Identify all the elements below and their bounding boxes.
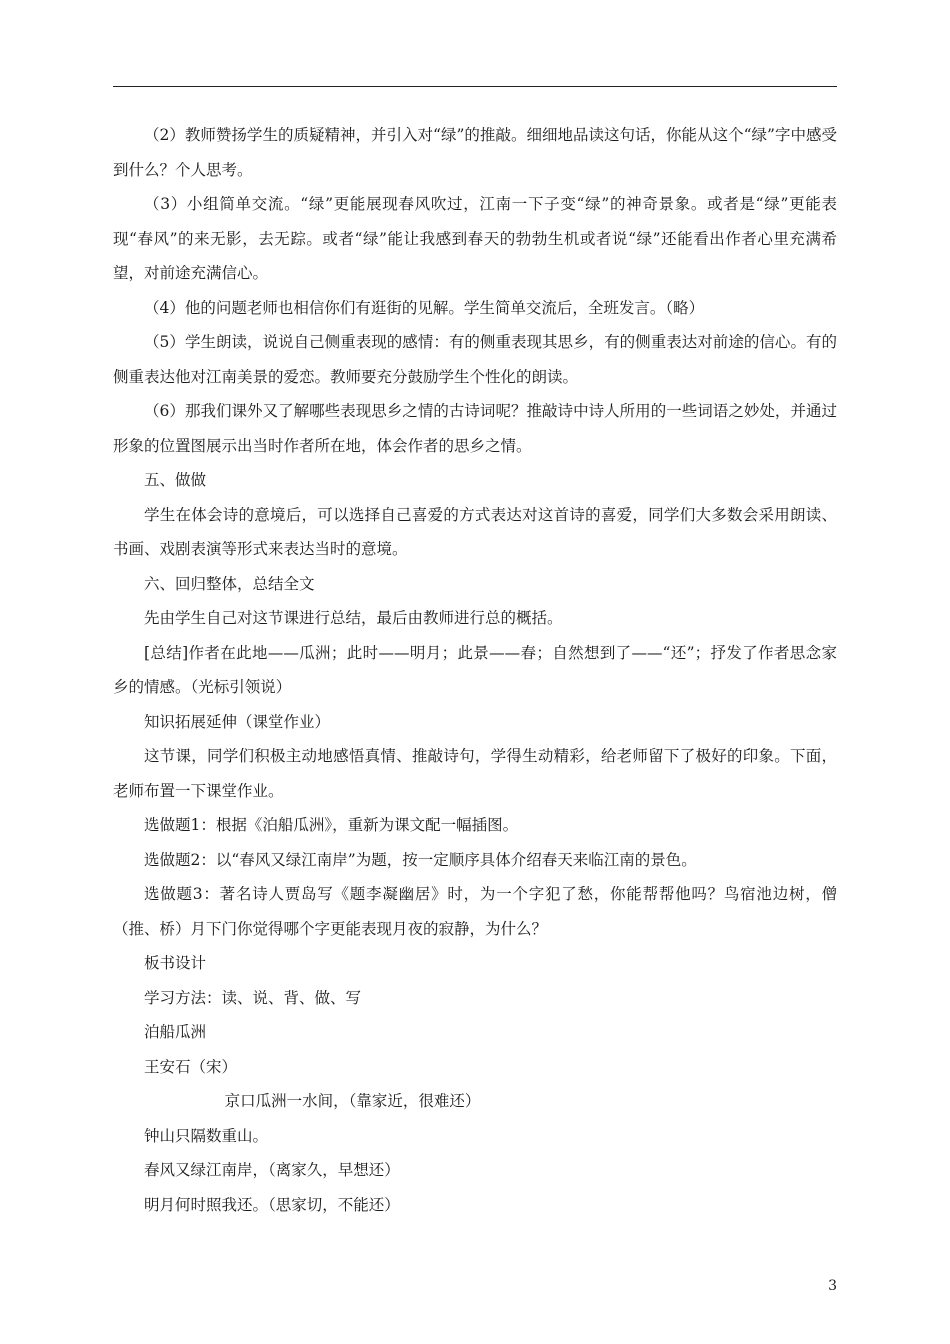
paragraph: [总结]作者在此地——瓜洲；此时——明月；此景——春；自然想到了——“还”；抒发了作者思念家乡的情感。（光标引领说） [113,643,837,696]
poem-author: 王安石（宋） [144,1057,238,1076]
paragraph: 学生在体会诗的意境后，可以选择自己喜爱的方式表达对这首诗的喜爱，同学们大多数会采用朗读、书画、戏剧表演等形式来表达当时的意境。 [113,505,837,558]
section-heading: 六、回归整体，总结全文 [144,574,315,593]
paragraph: 学习方法：读、说、背、做、写 [144,988,362,1007]
paragraph: （4）他的问题老师也相信你们有逛街的见解。学生简单交流后，全班发言。（略） [144,298,705,317]
poem-title: 泊船瓜洲 [144,1023,207,1041]
paragraph: （5）学生朗读，说说自己侧重表现的感情：有的侧重表现其思乡，有的侧重表达对前途的信心。有的侧重表达他对江南美景的爱恋。教师要充分鼓励学生个性化的朗读。 [113,333,837,386]
exercise-item: 选做题2：以“春风又绿江南岸”为题，按一定顺序具体介绍春天来临江南的景色。 [144,850,697,869]
paragraph: （2）教师赞扬学生的质疑精神，并引入对“绿”的推敲。细细地品读这句话，你能从这个“绿”字中感受到什么？个人思考。 [113,126,837,179]
page-number: 3 [828,1278,837,1294]
poem-line: 京口瓜洲一水间，（靠家近，很难还） [224,1092,481,1110]
exercise-item: 选做题1：根据《泊船瓜洲》，重新为课文配一幅插图。 [144,816,519,834]
section-heading: 五、做做 [144,471,207,489]
paragraph: （6）那我们课外又了解哪些表现思乡之情的古诗词呢？推敲诗中诗人所用的一些词语之妙处，并通过形象的位置图展示出当时作者所在地，体会作者的思乡之情。 [113,402,837,455]
header-rule [113,86,837,87]
document-body [113,118,837,1222]
paragraph: 这节课，同学们积极主动地感悟真情、推敲诗句，学得生动精彩，给老师留下了极好的印象。下面，老师布置一下课堂作业。 [113,747,837,800]
section-heading: 知识拓展延伸（课堂作业） [144,712,331,731]
paragraph: （3）小组简单交流。“绿”更能展现春风吹过，江南一下子变“绿”的神奇景象。或者是“绿”更能表现“春风”的来无影，去无踪。或者“绿”能让我感到春天的勃勃生机或者说“绿”还能看出作者心里充满希望，对前途充满信心。 [113,195,837,282]
section-heading: 板书设计 [144,954,207,972]
poem-line: 春风又绿江南岸，（离家久，早想还） [144,1161,400,1179]
poem-line: 明月何时照我还。（思家切，不能还） [144,1195,400,1214]
poem-line: 钟山只隔数重山。 [144,1126,269,1145]
exercise-item: 选做题3：著名诗人贾岛写《题李凝幽居》时，为一个字犯了愁，你能帮帮他吗？鸟宿池边树，僧（推、桥）月下门你觉得哪个字更能表现月夜的寂静，为什么？ [113,885,837,938]
paragraph: 先由学生自己对这节课进行总结，最后由教师进行总的概括。 [144,609,563,627]
